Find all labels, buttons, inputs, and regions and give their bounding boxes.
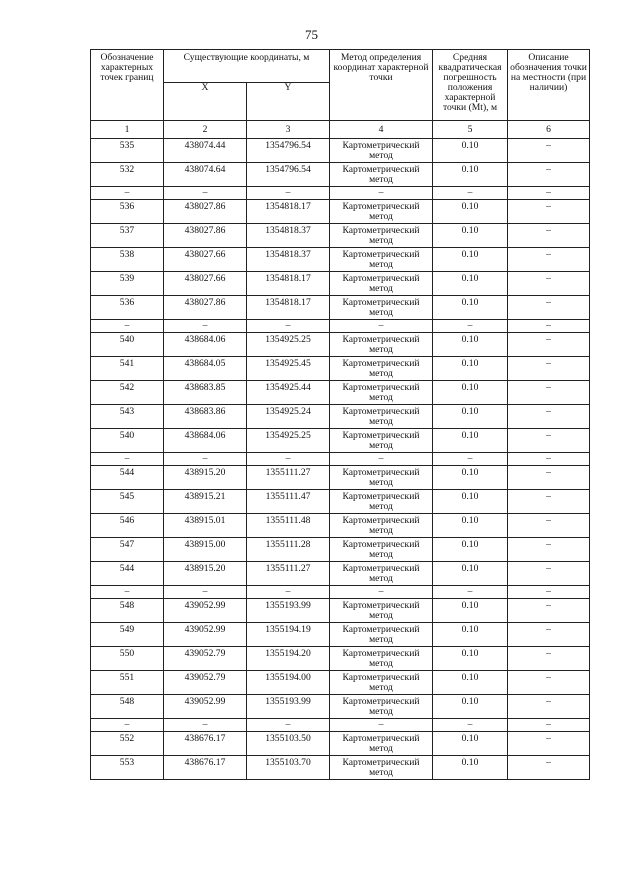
- cell-point: 551: [91, 671, 164, 695]
- table-header: [91, 50, 590, 139]
- cell-x: 438074.44: [164, 139, 247, 163]
- cell-x: 438683.86: [164, 405, 247, 429]
- cell-y: 1354925.44: [247, 381, 330, 405]
- cell-x: 438684.06: [164, 333, 247, 357]
- column-number: 2: [164, 121, 247, 139]
- cell-point: 540: [91, 429, 164, 453]
- cell-error: 0.10: [433, 139, 508, 163]
- header-method: Метод определения координат характерной точки: [330, 50, 433, 121]
- cell-error: 0.10: [433, 756, 508, 780]
- cell-method: –: [330, 187, 433, 200]
- cell-error: 0.10: [433, 671, 508, 695]
- cell-point: 545: [91, 490, 164, 514]
- table-row: [91, 586, 590, 599]
- table-row: [91, 538, 590, 562]
- cell-method: Картометрический метод: [330, 333, 433, 357]
- cell-description: –: [508, 466, 590, 490]
- cell-description: –: [508, 514, 590, 538]
- cell-method: Картометрический метод: [330, 756, 433, 780]
- cell-error: 0.10: [433, 695, 508, 719]
- table-row: [91, 671, 590, 695]
- cell-point: 543: [91, 405, 164, 429]
- cell-y: 1354796.54: [247, 163, 330, 187]
- cell-x: 439052.99: [164, 599, 247, 623]
- table-row: [91, 296, 590, 320]
- cell-y: 1355111.48: [247, 514, 330, 538]
- cell-y: –: [247, 187, 330, 200]
- cell-y: 1355111.47: [247, 490, 330, 514]
- cell-x: 438027.66: [164, 272, 247, 296]
- cell-method: Картометрический метод: [330, 695, 433, 719]
- table-row: [91, 695, 590, 719]
- table-row: [91, 357, 590, 381]
- cell-method: Картометрический метод: [330, 466, 433, 490]
- cell-method: Картометрический метод: [330, 514, 433, 538]
- cell-method: Картометрический метод: [330, 732, 433, 756]
- cell-description: –: [508, 272, 590, 296]
- cell-x: 439052.99: [164, 695, 247, 719]
- cell-description: –: [508, 599, 590, 623]
- cell-error: –: [433, 453, 508, 466]
- cell-method: Картометрический метод: [330, 163, 433, 187]
- cell-point: 535: [91, 139, 164, 163]
- cell-x: 439052.99: [164, 623, 247, 647]
- cell-point: 537: [91, 224, 164, 248]
- cell-y: 1354818.37: [247, 248, 330, 272]
- cell-point: 552: [91, 732, 164, 756]
- cell-x: –: [164, 320, 247, 333]
- cell-y: 1355193.99: [247, 599, 330, 623]
- cell-error: 0.10: [433, 466, 508, 490]
- table-row: [91, 272, 590, 296]
- cell-method: Картометрический метод: [330, 272, 433, 296]
- header-description: Описание обозначения точки на местности (при наличии): [508, 50, 590, 121]
- cell-y: 1354818.17: [247, 296, 330, 320]
- cell-x: 438915.20: [164, 466, 247, 490]
- cell-point: 536: [91, 200, 164, 224]
- table-row: [91, 405, 590, 429]
- cell-description: –: [508, 429, 590, 453]
- cell-error: –: [433, 719, 508, 732]
- cell-error: 0.10: [433, 623, 508, 647]
- table-row: [91, 453, 590, 466]
- cell-x: 439052.79: [164, 671, 247, 695]
- table-row: [91, 320, 590, 333]
- cell-error: 0.10: [433, 562, 508, 586]
- table-row: [91, 187, 590, 200]
- table-row: [91, 200, 590, 224]
- cell-point: 546: [91, 514, 164, 538]
- cell-x: –: [164, 453, 247, 466]
- cell-point: 549: [91, 623, 164, 647]
- column-number: 3: [247, 121, 330, 139]
- cell-point: –: [91, 719, 164, 732]
- cell-description: –: [508, 695, 590, 719]
- cell-error: 0.10: [433, 490, 508, 514]
- cell-description: –: [508, 357, 590, 381]
- cell-y: 1355103.70: [247, 756, 330, 780]
- cell-y: 1354925.24: [247, 405, 330, 429]
- cell-point: –: [91, 453, 164, 466]
- cell-description: –: [508, 647, 590, 671]
- column-number: 1: [91, 121, 164, 139]
- cell-method: Картометрический метод: [330, 623, 433, 647]
- cell-error: 0.10: [433, 647, 508, 671]
- cell-method: Картометрический метод: [330, 671, 433, 695]
- header-x: X: [164, 83, 247, 121]
- cell-description: –: [508, 200, 590, 224]
- cell-y: 1354818.17: [247, 272, 330, 296]
- table-row: [91, 381, 590, 405]
- cell-x: –: [164, 719, 247, 732]
- cell-description: –: [508, 248, 590, 272]
- cell-method: Картометрический метод: [330, 599, 433, 623]
- cell-description: –: [508, 224, 590, 248]
- cell-point: 532: [91, 163, 164, 187]
- cell-y: 1354925.25: [247, 333, 330, 357]
- cell-error: 0.10: [433, 296, 508, 320]
- cell-point: 553: [91, 756, 164, 780]
- cell-y: –: [247, 453, 330, 466]
- table-row: [91, 224, 590, 248]
- cell-y: 1354925.45: [247, 357, 330, 381]
- header-existing-coordinates: Существующие координаты, м: [164, 50, 330, 83]
- column-number-row: [91, 121, 590, 139]
- cell-error: 0.10: [433, 732, 508, 756]
- cell-x: 438027.66: [164, 248, 247, 272]
- page-number: 75: [305, 27, 318, 42]
- table-row: [91, 623, 590, 647]
- table-row: [91, 163, 590, 187]
- cell-point: 544: [91, 466, 164, 490]
- cell-method: –: [330, 586, 433, 599]
- cell-method: Картометрический метод: [330, 490, 433, 514]
- cell-error: 0.10: [433, 248, 508, 272]
- cell-y: 1354818.17: [247, 200, 330, 224]
- cell-error: 0.10: [433, 599, 508, 623]
- cell-y: 1355111.28: [247, 538, 330, 562]
- cell-description: –: [508, 732, 590, 756]
- cell-method: Картометрический метод: [330, 562, 433, 586]
- cell-error: 0.10: [433, 405, 508, 429]
- cell-error: 0.10: [433, 538, 508, 562]
- table-row: [91, 139, 590, 163]
- cell-x: 438074.64: [164, 163, 247, 187]
- cell-description: –: [508, 139, 590, 163]
- cell-error: 0.10: [433, 381, 508, 405]
- cell-x: –: [164, 187, 247, 200]
- cell-y: 1354818.37: [247, 224, 330, 248]
- cell-x: 438915.01: [164, 514, 247, 538]
- cell-point: 548: [91, 599, 164, 623]
- header-y: Y: [247, 83, 330, 121]
- cell-description: –: [508, 163, 590, 187]
- cell-point: 542: [91, 381, 164, 405]
- table-row: [91, 333, 590, 357]
- cell-x: 438684.06: [164, 429, 247, 453]
- cell-description: –: [508, 187, 590, 200]
- cell-y: 1355103.50: [247, 732, 330, 756]
- cell-y: –: [247, 320, 330, 333]
- cell-description: –: [508, 453, 590, 466]
- cell-x: 438027.86: [164, 200, 247, 224]
- cell-method: –: [330, 320, 433, 333]
- table-row: [91, 466, 590, 490]
- cell-y: –: [247, 719, 330, 732]
- cell-method: Картометрический метод: [330, 296, 433, 320]
- table-row: [91, 647, 590, 671]
- header-mean-error: Средняя квадратическая погрешность положения характерной точки (Mt), м: [433, 50, 508, 121]
- cell-method: Картометрический метод: [330, 248, 433, 272]
- cell-y: 1355194.20: [247, 647, 330, 671]
- cell-point: 544: [91, 562, 164, 586]
- table-row: [91, 756, 590, 780]
- cell-description: –: [508, 562, 590, 586]
- table-row: [91, 719, 590, 732]
- cell-point: –: [91, 320, 164, 333]
- cell-description: –: [508, 623, 590, 647]
- cell-point: 538: [91, 248, 164, 272]
- table-row: [91, 514, 590, 538]
- cell-point: 536: [91, 296, 164, 320]
- table-row: [91, 599, 590, 623]
- cell-description: –: [508, 490, 590, 514]
- cell-x: 439052.79: [164, 647, 247, 671]
- cell-point: 540: [91, 333, 164, 357]
- cell-error: –: [433, 320, 508, 333]
- cell-description: –: [508, 381, 590, 405]
- cell-method: Картометрический метод: [330, 429, 433, 453]
- cell-point: –: [91, 187, 164, 200]
- cell-x: 438027.86: [164, 224, 247, 248]
- cell-description: –: [508, 296, 590, 320]
- cell-x: 438683.85: [164, 381, 247, 405]
- cell-y: –: [247, 586, 330, 599]
- column-number: 6: [508, 121, 590, 139]
- cell-x: 438915.00: [164, 538, 247, 562]
- header-point-designation: Обозначение характерных точек границ: [91, 50, 164, 121]
- cell-y: 1355111.27: [247, 562, 330, 586]
- cell-y: 1354925.25: [247, 429, 330, 453]
- cell-description: –: [508, 538, 590, 562]
- cell-method: Картометрический метод: [330, 538, 433, 562]
- cell-method: Картометрический метод: [330, 647, 433, 671]
- cell-point: 541: [91, 357, 164, 381]
- table-row: [91, 732, 590, 756]
- cell-y: 1355111.27: [247, 466, 330, 490]
- cell-method: Картометрический метод: [330, 139, 433, 163]
- cell-description: –: [508, 320, 590, 333]
- cell-error: 0.10: [433, 224, 508, 248]
- coordinates-table: [90, 49, 590, 780]
- cell-point: –: [91, 586, 164, 599]
- cell-x: 438915.20: [164, 562, 247, 586]
- cell-method: –: [330, 719, 433, 732]
- cell-method: Картометрический метод: [330, 200, 433, 224]
- cell-description: –: [508, 333, 590, 357]
- cell-description: –: [508, 586, 590, 599]
- cell-x: 438676.17: [164, 756, 247, 780]
- column-number: 4: [330, 121, 433, 139]
- cell-description: –: [508, 671, 590, 695]
- cell-error: –: [433, 586, 508, 599]
- cell-error: 0.10: [433, 333, 508, 357]
- cell-method: Картометрический метод: [330, 224, 433, 248]
- cell-description: –: [508, 756, 590, 780]
- cell-error: –: [433, 187, 508, 200]
- cell-x: 438684.05: [164, 357, 247, 381]
- cell-x: –: [164, 586, 247, 599]
- cell-description: –: [508, 719, 590, 732]
- cell-error: 0.10: [433, 357, 508, 381]
- table-row: [91, 490, 590, 514]
- cell-error: 0.10: [433, 429, 508, 453]
- cell-y: 1355194.00: [247, 671, 330, 695]
- table-row: [91, 429, 590, 453]
- cell-point: 539: [91, 272, 164, 296]
- cell-description: –: [508, 405, 590, 429]
- cell-method: Картометрический метод: [330, 357, 433, 381]
- cell-error: 0.10: [433, 514, 508, 538]
- cell-y: 1355194.19: [247, 623, 330, 647]
- cell-error: 0.10: [433, 163, 508, 187]
- cell-x: 438915.21: [164, 490, 247, 514]
- cell-point: 548: [91, 695, 164, 719]
- table-body: [91, 139, 590, 780]
- cell-method: –: [330, 453, 433, 466]
- cell-y: 1354796.54: [247, 139, 330, 163]
- table-row: [91, 248, 590, 272]
- cell-error: 0.10: [433, 272, 508, 296]
- cell-point: 547: [91, 538, 164, 562]
- table-row: [91, 562, 590, 586]
- cell-method: Картометрический метод: [330, 381, 433, 405]
- column-number: 5: [433, 121, 508, 139]
- cell-point: 550: [91, 647, 164, 671]
- cell-x: 438027.86: [164, 296, 247, 320]
- cell-method: Картометрический метод: [330, 405, 433, 429]
- cell-x: 438676.17: [164, 732, 247, 756]
- cell-error: 0.10: [433, 200, 508, 224]
- cell-y: 1355193.99: [247, 695, 330, 719]
